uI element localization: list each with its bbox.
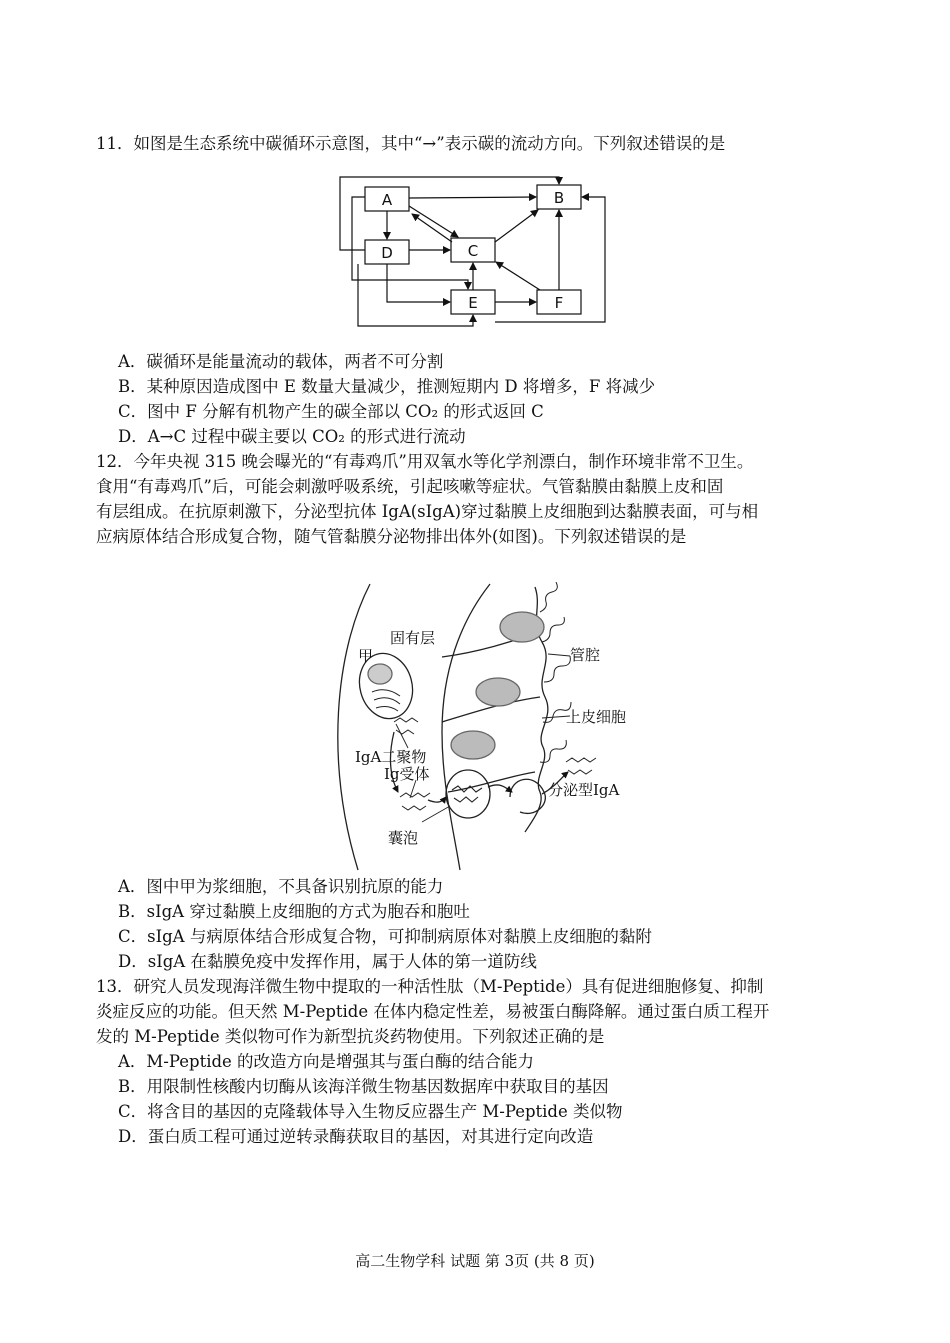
label-epithelial-cell: 上皮细胞 <box>566 708 627 726</box>
mucosa-iga-figure <box>330 582 660 872</box>
q11-option-c: C．图中 F 分解有机物产生的碳全部以 CO₂ 的形式返回 C <box>118 402 544 421</box>
q11-option-b: B．某种原因造成图中 E 数量大量减少，推测短期内 D 将增多，F 将减少 <box>118 377 656 396</box>
q13-stem-line-2: 炎症反应的功能。但天然 M-Peptide 在体内稳定性差，易被蛋白酶降解。通过蛋白质工程开 <box>96 1002 770 1021</box>
q11-option-a: A．碳循环是能量流动的载体，两者不可分割 <box>118 352 444 371</box>
label-iga-dimer: IgA二聚物 <box>355 748 427 766</box>
q13-stem-line-1: 13．研究人员发现海洋微生物中提取的一种活性肽（M-Peptide）具有促进细胞修复、抑制 <box>96 977 764 996</box>
q11-option-d: D．A→C 过程中碳主要以 CO₂ 的形式进行流动 <box>118 427 466 446</box>
q13-stem-line-3: 发的 M-Peptide 类似物可作为新型抗炎药物使用。下列叙述正确的是 <box>96 1027 605 1046</box>
q12-option-d: D．sIgA 在黏膜免疫中发挥作用，属于人体的第一道防线 <box>118 952 537 971</box>
q13-option-a: A．M-Peptide 的改造方向是增强其与蛋白酶的结合能力 <box>118 1052 535 1071</box>
q12-stem-line-2: 食用“有毒鸡爪”后，可能会刺激呼吸系统，引起咳嗽等症状。气管黏膜由黏膜上皮和固 <box>96 477 724 496</box>
label-secretory-iga: 分泌型IgA <box>548 781 620 799</box>
label-lumen: 管腔 <box>570 646 601 664</box>
box-a-label: A <box>381 191 393 209</box>
q12-stem-line-4: 应病原体结合形成复合物，随气管黏膜分泌物排出体外(如图)。下列叙述错误的是 <box>96 527 687 546</box>
q12-stem-line-1: 12．今年央视 315 晚会曝光的“有毒鸡爪”用双氧水等化学剂漂白，制作环境非常不卫生。 <box>96 452 754 471</box>
box-f-label: F <box>554 294 564 312</box>
label-vesicle: 囊泡 <box>388 829 419 847</box>
q12-option-c: C．sIgA 与病原体结合形成复合物，可抑制病原体对黏膜上皮细胞的黏附 <box>118 927 652 946</box>
q12-stem-line-3: 有层组成。在抗原刺激下，分泌型抗体 IgA(sIgA)穿过黏膜上皮细胞到达黏膜表面，可与相 <box>96 502 759 521</box>
q13-option-c: C．将含目的基因的克隆载体导入生物反应器生产 M-Peptide 类似物 <box>118 1102 623 1121</box>
label-ig-receptor: Ig受体 <box>384 765 430 783</box>
q13-option-d: D．蛋白质工程可通过逆转录酶获取目的基因，对其进行定向改造 <box>118 1127 594 1146</box>
box-e-label: E <box>468 294 478 312</box>
q11-stem: 11．如图是生态系统中碳循环示意图，其中“→”表示碳的流动方向。下列叙述错误的是 <box>96 134 726 153</box>
page-footer: 高二生物学科 试题 第 3页 (共 8 页) <box>355 1252 595 1270</box>
label-lamina-propria: 固有层 <box>390 629 436 647</box>
q12-option-a: A．图中甲为浆细胞，不具备识别抗原的能力 <box>118 877 444 896</box>
box-c-label: C <box>467 242 479 260</box>
label-jia: 甲 <box>358 647 374 665</box>
carbon-cycle-diagram <box>320 172 620 332</box>
box-b-label: B <box>553 189 565 207</box>
box-d-label: D <box>381 244 393 262</box>
q13-option-b: B．用限制性核酸内切酶从该海洋微生物基因数据库中获取目的基因 <box>118 1077 609 1096</box>
q12-option-b: B．sIgA 穿过黏膜上皮细胞的方式为胞吞和胞吐 <box>118 902 470 921</box>
